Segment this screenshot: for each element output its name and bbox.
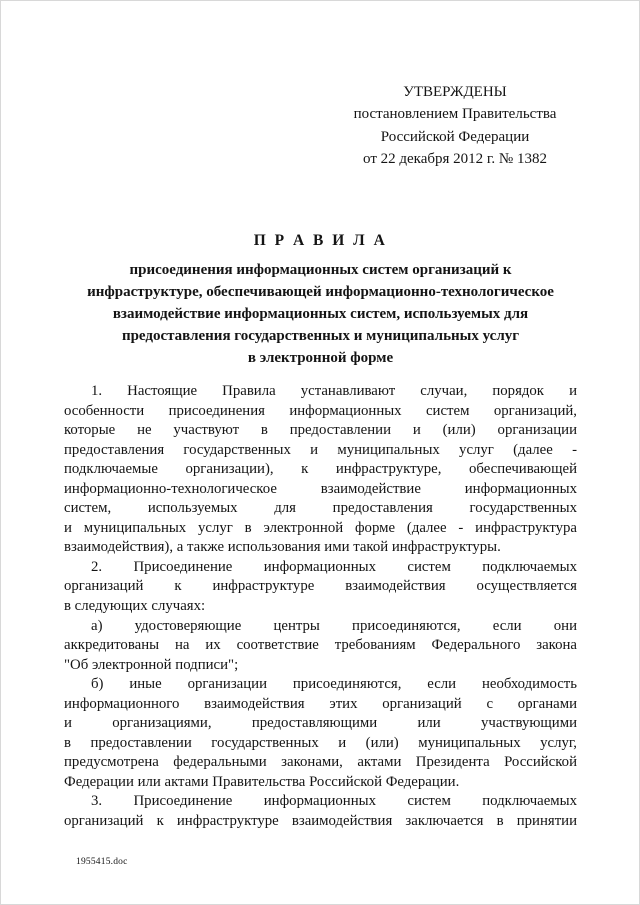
body-line: "Об электронной подписи"; bbox=[64, 656, 239, 673]
body-line: предусмотрена федеральными законами, актами Президента Российской bbox=[64, 754, 577, 771]
paragraph-3 bbox=[64, 617, 577, 676]
body-line: которые не участвуют в предоставлении и (или) организации bbox=[64, 422, 577, 439]
approval-line: постановлением Правительства bbox=[353, 106, 557, 123]
body-line: взаимодействия), а также использования ими такой инфраструктуры. bbox=[64, 539, 501, 556]
approval-line: от 22 декабря 2012 г. № 1382 bbox=[363, 150, 547, 167]
footer-filename: 1955415.doc bbox=[76, 857, 128, 867]
paragraph-1 bbox=[64, 382, 577, 558]
body-line: организаций к инфраструктуре взаимодействия осуществляется bbox=[64, 578, 577, 595]
paragraph-2 bbox=[64, 558, 577, 617]
document-subtitle bbox=[64, 259, 577, 369]
body-line: информационно-технологическое взаимодействие информационных bbox=[64, 480, 577, 497]
subtitle-line: присоединения информационных систем организаций к bbox=[129, 262, 512, 278]
body-line: в предоставлении государственных и (или) муниципальных услуг, bbox=[64, 734, 577, 751]
body-line: особенности присоединения информационных систем организаций, bbox=[64, 402, 577, 419]
paragraph-5 bbox=[64, 792, 577, 831]
body-line: подключаемые организации), к инфраструктуре, обеспечивающей bbox=[64, 461, 577, 478]
body-line: 3. Присоединение информационных систем подключаемых bbox=[91, 793, 577, 810]
body-line: б) иные организации присоединяются, если необходимость bbox=[91, 676, 577, 693]
approval-block bbox=[331, 81, 579, 170]
paragraph-4 bbox=[64, 675, 577, 792]
body-line: и организациями, предоставляющими или участвующими bbox=[64, 715, 577, 732]
body-line: информационного взаимодействия этих организаций с органами bbox=[64, 695, 577, 712]
subtitle-line: в электронной форме bbox=[247, 350, 394, 366]
body-line: предоставления государственных и муниципальных услуг (далее - bbox=[64, 441, 577, 458]
subtitle-line: инфраструктуре, обеспечивающей информационно-технологическое bbox=[87, 284, 554, 300]
subtitle-line: предоставления государственных и муниципальных услуг bbox=[121, 328, 520, 344]
body-line: аккредитованы на их соответствие требованиям Федерального закона bbox=[64, 637, 577, 654]
body-line: 2. Присоединение информационных систем подключаемых bbox=[91, 558, 577, 575]
body-line: организаций к инфраструктуре взаимодействия заключается в принятии bbox=[64, 813, 577, 830]
approval-line: УТВЕРЖДЕНЫ bbox=[403, 84, 507, 100]
body-line: Федерации или актами Правительства Российской Федерации. bbox=[64, 773, 460, 790]
document-body bbox=[64, 382, 577, 832]
body-line: в следующих случаях: bbox=[64, 598, 206, 615]
body-line: 1. Настоящие Правила устанавливают случаи, порядок и bbox=[91, 383, 577, 399]
subtitle-line: взаимодействие информационных систем, используемых для bbox=[112, 306, 529, 322]
body-line: систем, используемых для предоставления государственных bbox=[64, 500, 577, 517]
body-line: и муниципальных услуг в электронной форме (далее - инфраструктура bbox=[64, 519, 577, 536]
document-title: П Р А В И Л А bbox=[253, 232, 388, 249]
approval-line: Российской Федерации bbox=[380, 128, 530, 145]
body-line: а) удостоверяющие центры присоединяются, если они bbox=[91, 617, 577, 634]
